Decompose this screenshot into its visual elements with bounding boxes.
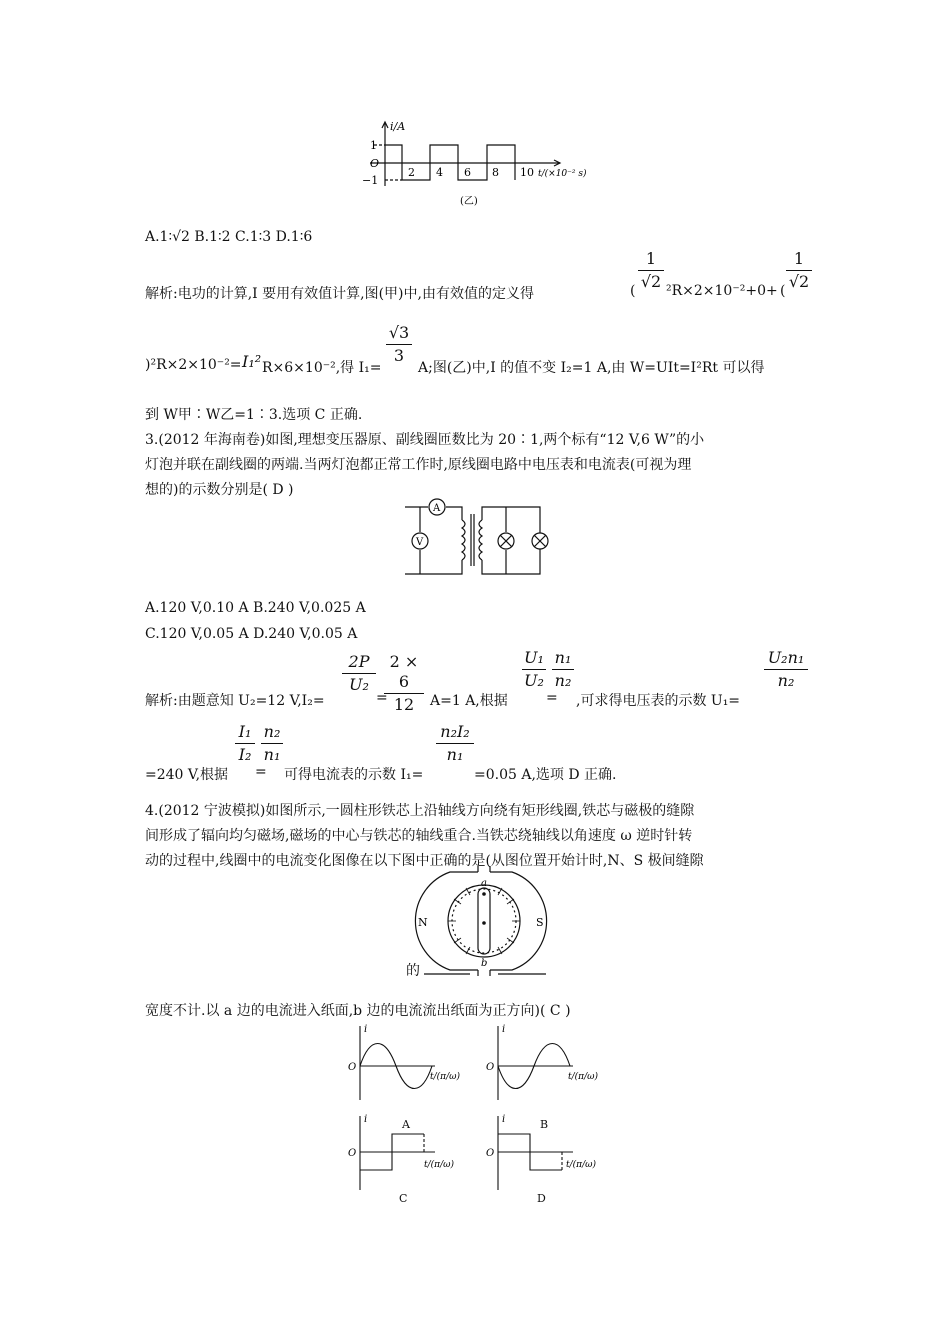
- fig-top-xtick-6: 6: [464, 166, 471, 179]
- graph-b-i: i: [502, 1024, 506, 1035]
- q4-stem-line2: 间形成了辐向均匀磁场,磁场的中心与铁芯的轴线重合.当铁芯绕轴线以角速度 ω 逆时针转: [145, 828, 693, 844]
- graph-c: [340, 1112, 480, 1194]
- graph-c-t: t/(π/ω): [424, 1160, 454, 1170]
- q2-paren-open-1: (: [630, 283, 636, 299]
- q2-line2-b: R×6×10⁻²,得 I₁=: [262, 360, 382, 376]
- fig-top-ytick-neg1: −1: [362, 174, 379, 187]
- q3-eq-3: =: [255, 764, 267, 780]
- q4-stem-line3: 动的过程中,线圈中的电流变化图像在以下图中正确的是(从图位置开始计时,N、S 极间缝隙: [145, 853, 704, 869]
- fig-top-xtick-4: 4: [436, 166, 443, 179]
- q2-fraction-1: 1 √2: [638, 249, 664, 292]
- graph-c-caption: C: [399, 1192, 408, 1205]
- q2-options: A.1∶√2 B.1∶2 C.1∶3 D.1∶6: [145, 229, 313, 245]
- graph-c-o: O: [348, 1148, 357, 1159]
- graph-d-i: i: [502, 1114, 506, 1125]
- q3-options-line2: C.120 V,0.05 A D.240 V,0.05 A: [145, 626, 358, 642]
- ammeter-label: A: [433, 503, 441, 514]
- graph-a: [340, 1022, 480, 1104]
- graph-c-i: i: [364, 1114, 368, 1125]
- fig-top-ytick-o: O: [370, 157, 380, 170]
- q4-de-char: 的: [406, 963, 420, 979]
- q3-analysis-d: =240 V,根据: [145, 767, 229, 783]
- side-a-label: a: [481, 878, 487, 889]
- side-b-label: b: [481, 958, 488, 969]
- q3-frac-u2n1-n2: U₂n₁ n₂: [764, 648, 808, 691]
- graph-b: [478, 1022, 618, 1104]
- q3-stem-line1: 3.(2012 年海南卷)如图,理想变压器原、副线圈匝数比为 20∶1,两个标有“12 V,6 W”的小: [145, 432, 705, 448]
- pole-n-label: N: [418, 916, 428, 929]
- q3-frac-u1-u2: U₁ U₂: [522, 648, 546, 691]
- magnet-core-figure: [410, 866, 550, 978]
- q2-line3: 到 W甲∶W乙=1∶3.选项 C 正确.: [145, 407, 363, 423]
- q4-stem-line1: 4.(2012 宁波模拟)如图所示,一圆柱形铁芯上沿轴线方向绕有矩形线圈,铁芯与磁极的缝隙: [145, 803, 695, 819]
- q3-frac-n2-n1: n₂ n₁: [261, 722, 283, 765]
- fig-top-ytick-1: 1: [370, 139, 377, 152]
- q3-analysis-b: A=1 A,根据: [430, 693, 508, 709]
- q2-line2-c: A;图(乙)中,I 的值不变 I₂=1 A,由 W=UIt=I²Rt 可以得: [418, 360, 765, 376]
- q3-options-line1: A.120 V,0.10 A B.240 V,0.025 A: [145, 600, 366, 616]
- q2-fraction-3: √3 3: [386, 323, 412, 366]
- graph-a-o: O: [348, 1062, 357, 1073]
- q2-analysis-line1: 解析:电功的计算,I 要用有效值计算,图(甲)中,由有效值的定义得: [145, 286, 534, 302]
- q2-fraction-2: 1 √2: [786, 249, 812, 292]
- q4-stem-line4: 宽度不计.以 a 边的电流进入纸面,b 边的电流流出纸面为正方向)( C ): [145, 1003, 571, 1019]
- q3-frac-n1-n2: n₁ n₂: [552, 648, 574, 691]
- graph-b-t: t/(π/ω): [568, 1072, 598, 1082]
- q3-analysis-e: 可得电流表的示数 I₁=: [284, 767, 424, 783]
- pole-s-label: S: [536, 916, 544, 929]
- fig-top-ylabel: i/A: [390, 120, 406, 133]
- fig-top-caption: (乙): [460, 196, 478, 207]
- current-square-wave-figure: [360, 118, 600, 210]
- q3-eq-2: =: [546, 690, 558, 706]
- q3-analysis-f: =0.05 A,选项 D 正确.: [474, 767, 617, 783]
- graph-d: [478, 1112, 618, 1194]
- fig-top-xtick-8: 8: [492, 166, 499, 179]
- q3-stem-line3: 想的)的示数分别是( D ): [145, 482, 294, 498]
- graph-d-caption: D: [537, 1192, 546, 1205]
- q3-eq: =: [376, 690, 388, 706]
- q2-line2-i: I₁²: [242, 352, 262, 371]
- q3-frac-n2i2-n1: n₂I₂ n₁: [436, 722, 474, 765]
- fig-top-xtick-2: 2: [408, 166, 415, 179]
- fig-top-xlabel: t/(×10⁻² s): [538, 169, 587, 179]
- graph-a-caption: A: [402, 1118, 410, 1131]
- voltmeter-label: V: [416, 537, 424, 548]
- q2-paren-open-2: (: [780, 283, 786, 299]
- graph-a-t: t/(π/ω): [430, 1072, 460, 1082]
- q3-analysis-a: 解析:由题意知 U₂=12 V,I₂=: [145, 693, 325, 709]
- q3-frac-2p-u2: 2P U₂: [342, 652, 376, 695]
- graph-b-caption: B: [540, 1118, 549, 1131]
- q2-line2-a: )²R×2×10⁻²=: [145, 357, 242, 373]
- q3-stem-line2: 灯泡并联在副线圈的两端.当两灯泡都正常工作时,原线圈电路中电压表和电流表(可视为理: [145, 457, 692, 473]
- graph-a-i: i: [364, 1024, 368, 1035]
- graph-b-o: O: [486, 1062, 495, 1073]
- q2-mid-1: ²R×2×10⁻²+0+: [666, 283, 778, 299]
- transformer-circuit-figure: [400, 494, 560, 580]
- q3-analysis-c: ,可求得电压表的示数 U₁=: [576, 693, 741, 709]
- graph-d-t: t/(π/ω): [566, 1160, 596, 1170]
- q3-frac-i1-i2: I₁ I₂: [235, 722, 255, 765]
- fig-top-xtick-10: 10: [520, 166, 534, 179]
- q3-frac-2x6-12: 2 × 6 12: [384, 652, 424, 715]
- graph-d-o: O: [486, 1148, 495, 1159]
